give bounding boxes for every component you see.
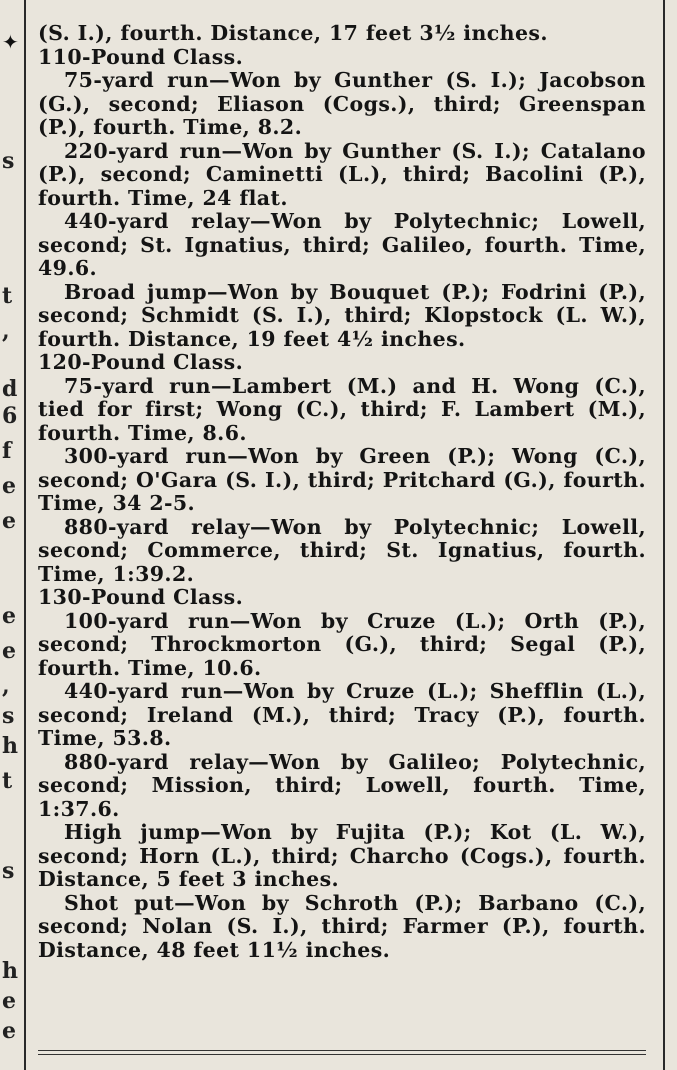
class-heading-110: 110-Pound Class. — [38, 44, 244, 69]
class-heading-130: 130-Pound Class. — [38, 585, 244, 609]
fragment: f — [2, 438, 12, 464]
event-result: 300-yard run—Won by Green (P.); Wong (C.), second; O'Gara (S. I.), third; Pritchard (G.), fourth. Time, 34 2-5. — [38, 444, 646, 515]
column-rule-left — [24, 0, 26, 1070]
section-end-rule — [38, 1050, 646, 1051]
fragment: , — [2, 673, 10, 699]
fragment: 6 — [2, 403, 18, 429]
event-result: 75-yard run—Won by Gunther (S. I.); Jacobson (G.), second; Eliason (Cogs.), third; Greenspan (P.), fourth. Time, 8.2. — [38, 68, 646, 139]
fragment: e — [2, 1018, 16, 1044]
fragment: , — [2, 318, 10, 344]
fragment: h — [2, 958, 18, 984]
event-result: 440-yard relay—Won by Polytechnic; Lowell, second; St. Ignatius, third; Galileo, fourth. Time, 49.6. — [38, 209, 646, 280]
fragment: e — [2, 603, 16, 629]
event-result: Shot put—Won by Schroth (P.); Barbano (C.), second; Nolan (S. I.), third; Farmer (P.), fourth. Distance, 48 feet 11½ inches. — [38, 890, 646, 962]
star-icon: ✦ — [2, 30, 19, 54]
event-result: 880-yard relay—Won by Polytechnic; Lowell, second; Commerce, third; St. Ignatius, fourth. Time, 1:39.2. — [38, 514, 646, 586]
adjacent-column-fragments — [0, 0, 26, 1070]
fragment: s — [2, 148, 15, 174]
column-rule-right — [663, 0, 665, 1070]
fragment: e — [2, 988, 16, 1014]
fragment: d — [2, 376, 18, 402]
event-result: High jump—Won by Fujita (P.); Kot (L. W.), second; Horn (L.), third; Charcho (Cogs.), fourth. Distance, 5 feet 3 inches. — [38, 820, 646, 891]
fragment: h — [2, 733, 18, 759]
fragment: s — [2, 858, 15, 884]
event-result: 440-yard run—Won by Cruze (L.); Shefflin (L.), second; Ireland (M.), third; Tracy (P.), fourth. Time, 53.8. — [38, 679, 646, 750]
fragment: e — [2, 508, 16, 534]
class-heading-120: 120-Pound Class. — [38, 350, 244, 374]
event-result: 220-yard run—Won by Gunther (S. I.); Catalano (P.), second; Caminetti (L.), third; Bacolini (P.), fourth. Time, 24 flat. — [38, 138, 646, 210]
event-result: 75-yard run—Lambert (M.) and H. Wong (C.), tied for first; Wong (C.), third; F. Lambert (M.), fourth. Time, 8.6. — [38, 373, 646, 445]
event-result: Broad jump—Won by Bouquet (P.); Fodrini (P.), second; Schmidt (S. I.), third; Klopstock (L. W.), fourth. Distance, 19 feet 4½ inches. — [38, 279, 646, 351]
fragment: s — [2, 703, 15, 729]
article-column — [38, 22, 646, 962]
fragment: t — [2, 768, 13, 794]
continued-line: (S. I.), fourth. Distance, 17 feet 3½ inches. — [38, 21, 548, 45]
fragment: t — [2, 283, 13, 309]
fragment: e — [2, 473, 16, 499]
section-end-rule-double — [38, 1054, 646, 1055]
event-result: 100-yard run—Won by Cruze (L.); Orth (P.), second; Throckmorton (G.), third; Segal (P.), fourth. Time, 10.6. — [38, 608, 646, 680]
event-result: 880-yard relay—Won by Galileo; Polytechnic, second; Mission, third; Lowell, fourth. Time, 1:37.6. — [38, 749, 646, 821]
fragment: e — [2, 638, 16, 664]
